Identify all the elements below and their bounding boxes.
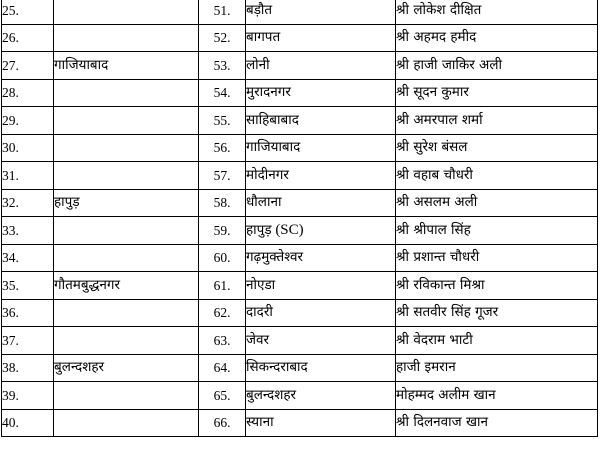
reserved-category-mark: (SC): [271, 221, 304, 238]
assembly-number-text: 58.: [213, 195, 231, 210]
serial-number-text: 31.: [2, 167, 19, 183]
district-text: बुलन्दशहर: [54, 359, 105, 375]
district-cell: [54, 107, 199, 135]
assembly-name-text: दादरी: [246, 304, 273, 320]
candidate-name-cell: [396, 272, 598, 300]
assembly-number-text: 60.: [213, 250, 231, 265]
assembly-number-text: 55.: [213, 112, 231, 128]
assembly-name-cell: [246, 217, 396, 245]
candidate-name-cell: [396, 217, 598, 245]
table-row: [2, 299, 598, 327]
assembly-name-cell: [246, 354, 396, 382]
serial-number-text: 26.: [2, 30, 19, 45]
assembly-name-text: साहिबाबाद: [246, 111, 299, 128]
serial-number-text: 30.: [2, 140, 19, 155]
district-cell: [54, 24, 199, 52]
assembly-number-cell: [199, 162, 246, 190]
assembly-number-cell: [199, 217, 246, 245]
assembly-number-text: 54.: [213, 85, 231, 100]
serial-number-cell: [2, 79, 54, 107]
assembly-name-text: गढ़मुक्तेश्वर: [246, 249, 303, 265]
candidate-name-cell: [396, 107, 598, 135]
serial-number-cell: [2, 409, 54, 437]
assembly-number-text: 61.: [213, 277, 231, 293]
assembly-number-cell: [199, 382, 246, 410]
assembly-number-cell: [199, 24, 246, 52]
serial-number-text: 35.: [2, 277, 19, 293]
table-row: [2, 79, 598, 107]
serial-number-text: 34.: [2, 250, 19, 265]
candidate-name-cell: [396, 79, 598, 107]
serial-number-cell: [2, 24, 54, 52]
candidate-name-cell: [396, 52, 598, 80]
serial-number-cell: [2, 107, 54, 135]
serial-number-text: 33.: [2, 222, 19, 238]
candidate-list-table: [1, 0, 598, 437]
district-cell: [54, 189, 199, 217]
candidate-name-cell: [396, 409, 598, 437]
serial-number-text: 40.: [2, 415, 19, 430]
assembly-number-text: 59.: [213, 222, 231, 238]
candidate-name-text: श्री सुरेश बंसल: [396, 139, 468, 155]
assembly-name-text: मुरादनगर: [246, 84, 291, 100]
assembly-name-text: मोदीनगर: [246, 166, 289, 183]
assembly-number-cell: [199, 327, 246, 355]
candidate-name-text: श्री असलम अली: [396, 194, 478, 210]
assembly-number-text: 56.: [213, 140, 231, 155]
district-cell: [54, 134, 199, 162]
serial-number-text: 39.: [2, 387, 19, 403]
assembly-number-cell: [199, 0, 246, 24]
candidate-name-cell: [396, 189, 598, 217]
serial-number-cell: [2, 134, 54, 162]
candidate-name-text: श्री सतवीर सिंह गूजर: [396, 304, 499, 320]
serial-number-cell: [2, 162, 54, 190]
district-text: गाजियाबाद: [54, 56, 109, 73]
table-row: [2, 24, 598, 52]
district-text: हापुड़: [54, 194, 80, 210]
assembly-number-text: 65.: [213, 387, 231, 403]
assembly-number-cell: [199, 354, 246, 382]
assembly-number-text: 64.: [213, 360, 231, 375]
serial-number-text: 37.: [2, 332, 19, 348]
candidate-name-text: श्री दिलनवाज खान: [396, 414, 488, 430]
assembly-name-cell: [246, 134, 396, 162]
table-row: [2, 107, 598, 135]
district-cell: [54, 327, 199, 355]
district-cell: [54, 244, 199, 272]
assembly-number-cell: [199, 189, 246, 217]
candidate-name-cell: [396, 24, 598, 52]
candidate-name-cell: [396, 327, 598, 355]
district-cell: [54, 52, 199, 80]
assembly-number-cell: [199, 134, 246, 162]
candidate-name-cell: [396, 354, 598, 382]
candidate-name-text: श्री अहमद हमीद: [396, 29, 477, 45]
assembly-number-cell: [199, 52, 246, 80]
candidate-name-text: श्री वेदराम भाटी: [396, 331, 473, 348]
assembly-name-cell: [246, 189, 396, 217]
table-row: [2, 382, 598, 410]
table-row: [2, 162, 598, 190]
serial-number-cell: [2, 327, 54, 355]
assembly-name-text: धौलाना: [246, 194, 282, 210]
assembly-name-cell: [246, 24, 396, 52]
candidate-name-text: श्री हाजी जाकिर अली: [396, 56, 502, 73]
table-row: [2, 134, 598, 162]
assembly-number-cell: [199, 409, 246, 437]
assembly-name-cell: [246, 79, 396, 107]
table-row: [2, 217, 598, 245]
assembly-name-cell: [246, 162, 396, 190]
serial-number-text: 32.: [2, 195, 19, 210]
candidate-name-text: श्री वहाब चौधरी: [396, 166, 473, 183]
candidate-name-text: श्री अमरपाल शर्मा: [396, 111, 483, 128]
serial-number-text: 27.: [2, 57, 19, 73]
serial-number-cell: [2, 354, 54, 382]
candidate-name-text: श्री लोकेश दीक्षित: [396, 1, 482, 18]
serial-number-cell: [2, 244, 54, 272]
serial-number-text: 28.: [2, 85, 19, 100]
assembly-name-cell: [246, 299, 396, 327]
assembly-name-cell: [246, 0, 396, 24]
assembly-name-text: नोएडा: [246, 276, 276, 293]
assembly-name-cell: [246, 382, 396, 410]
assembly-name-cell: [246, 52, 396, 80]
assembly-number-text: 66.: [213, 415, 231, 430]
assembly-name-text: हापुड़: [246, 221, 272, 238]
candidate-name-text: मोहम्मद अलीम खान: [396, 386, 496, 403]
assembly-name-cell: [246, 409, 396, 437]
assembly-number-cell: [199, 79, 246, 107]
serial-number-cell: [2, 272, 54, 300]
assembly-name-text: बड़ौत: [246, 1, 273, 18]
candidate-name-cell: [396, 299, 598, 327]
serial-number-cell: [2, 382, 54, 410]
assembly-name-cell: [246, 244, 396, 272]
serial-number-text: 36.: [2, 305, 19, 320]
candidate-name-cell: [396, 244, 598, 272]
assembly-name-cell: [246, 107, 396, 135]
district-cell: [54, 382, 199, 410]
assembly-name-cell: [246, 327, 396, 355]
assembly-name-text: गाजियाबाद: [246, 139, 301, 155]
assembly-name-text: जेवर: [246, 331, 270, 348]
assembly-name-cell: [246, 272, 396, 300]
candidate-name-text: हाजी इमरान: [396, 359, 456, 375]
district-cell: [54, 217, 199, 245]
serial-number-cell: [2, 299, 54, 327]
serial-number-cell: [2, 0, 54, 24]
assembly-number-text: 51.: [213, 2, 231, 18]
table-body: [2, 0, 598, 437]
table-row: [2, 327, 598, 355]
assembly-name-text: स्याना: [246, 414, 274, 430]
candidate-name-cell: [396, 134, 598, 162]
district-cell: [54, 409, 199, 437]
candidate-name-text: श्री रविकान्त मिश्रा: [396, 276, 485, 293]
assembly-name-text: लोनी: [246, 56, 270, 73]
candidate-name-text: श्री प्रशान्त चौधरी: [396, 249, 480, 265]
table-row: [2, 354, 598, 382]
serial-number-cell: [2, 52, 54, 80]
district-cell: [54, 162, 199, 190]
assembly-number-text: 63.: [213, 332, 231, 348]
assembly-number-text: 52.: [213, 30, 231, 45]
assembly-name-text: बागपत: [246, 29, 281, 45]
table-row: [2, 52, 598, 80]
assembly-name-text: बुलन्दशहर: [246, 386, 297, 403]
district-text: गौतमबुद्धनगर: [54, 276, 120, 293]
assembly-number-cell: [199, 107, 246, 135]
candidate-name-text: श्री सूदन कुमार: [396, 84, 469, 100]
candidate-name-cell: [396, 382, 598, 410]
table-row: [2, 0, 598, 24]
assembly-number-cell: [199, 244, 246, 272]
candidate-name-cell: [396, 0, 598, 24]
table-row: [2, 244, 598, 272]
candidate-name-text: श्री श्रीपाल सिंह: [396, 221, 471, 238]
serial-number-cell: [2, 217, 54, 245]
district-cell: [54, 0, 199, 24]
assembly-number-cell: [199, 272, 246, 300]
assembly-number-text: 53.: [213, 57, 231, 73]
assembly-name-text: सिकन्दराबाद: [246, 359, 308, 375]
candidate-name-cell: [396, 162, 598, 190]
assembly-number-text: 57.: [213, 167, 231, 183]
serial-number-text: 25.: [2, 2, 19, 18]
serial-number-cell: [2, 189, 54, 217]
serial-number-text: 29.: [2, 112, 19, 128]
table-row: [2, 272, 598, 300]
district-cell: [54, 299, 199, 327]
serial-number-text: 38.: [2, 360, 19, 375]
assembly-number-text: 62.: [213, 305, 231, 320]
table-row: [2, 409, 598, 437]
district-cell: [54, 79, 199, 107]
table-row: [2, 189, 598, 217]
district-cell: [54, 272, 199, 300]
assembly-number-cell: [199, 299, 246, 327]
district-cell: [54, 354, 199, 382]
